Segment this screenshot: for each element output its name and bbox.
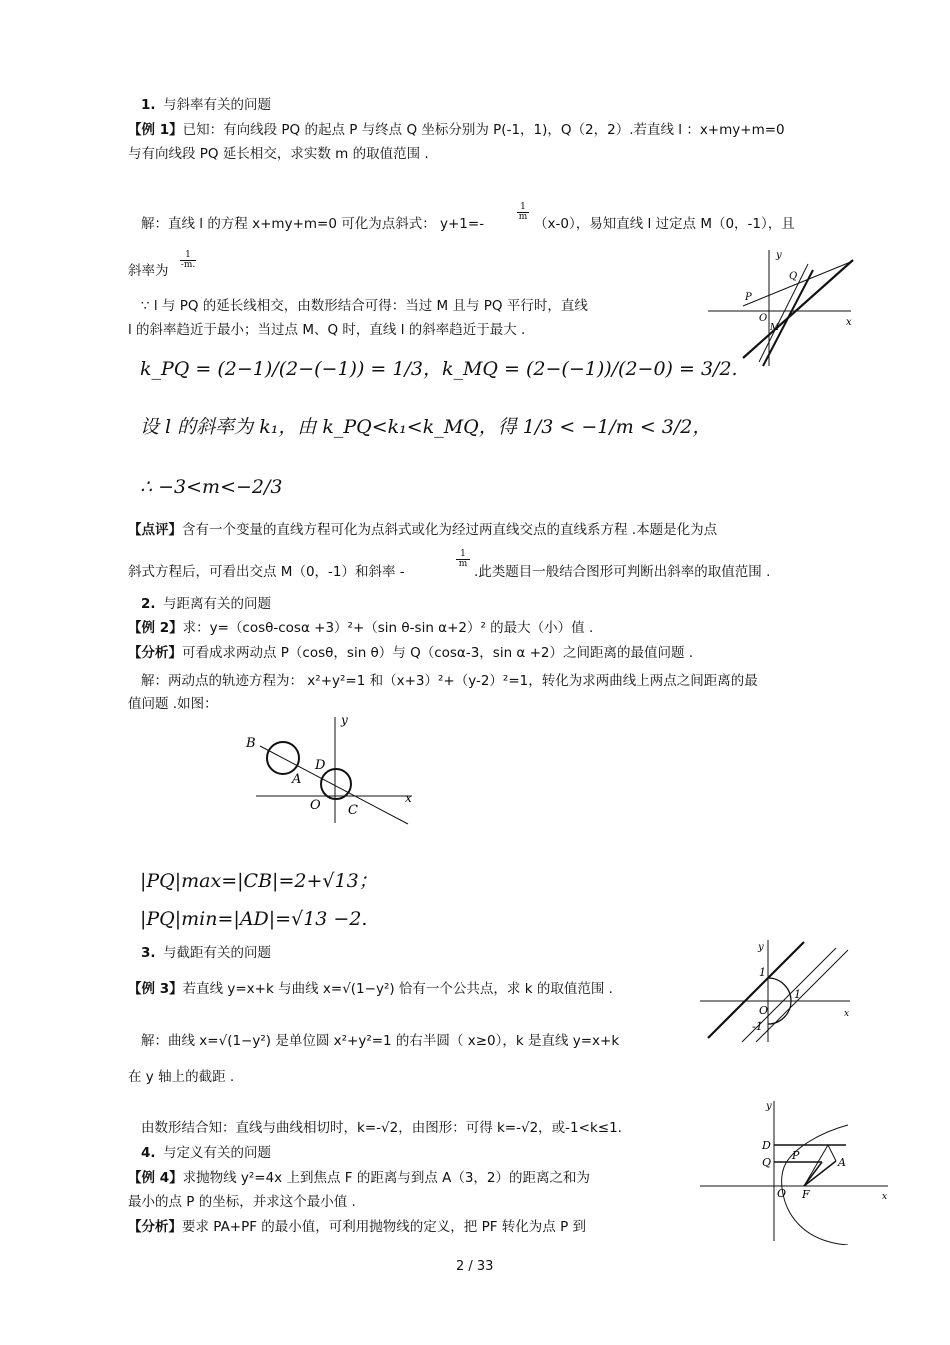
fig4-label-x: x — [882, 1192, 888, 1202]
fig1-label-p: P — [745, 292, 752, 303]
example-2-tag: 【例 2】 — [128, 620, 183, 636]
fig4-label-d: D — [762, 1139, 771, 1152]
pq-min: |PQ|min=|AD|=√13 −2. — [140, 908, 368, 930]
comment-tag: 【点评】 — [128, 522, 182, 538]
fig2-label-a: A — [292, 772, 302, 787]
section-1-number: 1. — [141, 97, 156, 113]
fig2-label-d: D — [315, 758, 326, 773]
solution-3-line-2: 在 y 轴上的截距 . — [128, 1069, 235, 1085]
reason-line-1: ∵ l 与 PQ 的延长线相交，由数形结合可得：当过 M 且与 PQ 平行时，直线 — [141, 298, 588, 314]
fig3-label-y: y — [758, 942, 764, 953]
fig2-label-y: y — [341, 713, 348, 727]
figure-4-parabola — [698, 1095, 893, 1245]
fig2-label-o: O — [310, 798, 321, 813]
fig4-label-y: y — [766, 1101, 772, 1112]
fig4-label-p: P — [792, 1149, 800, 1162]
analysis-2 — [128, 647, 693, 661]
section-1-heading: 与斜率有关的问题 — [163, 97, 271, 113]
example-3-tag: 【例 3】 — [128, 981, 183, 997]
analysis-4-tag: 【分析】 — [128, 1219, 182, 1235]
solution-2-line-1: 解：两动点的轨迹方程为： x²+y²=1 和（x+3）²+（y-2）²=1，转化为求两曲线上两点之间距离的最 — [141, 673, 758, 689]
fig3-label-x: x — [844, 1009, 850, 1019]
reason-line-2: l 的斜率趋近于最小；当过点 M、Q 时，直线 l 的斜率趋近于最大 . — [128, 322, 526, 338]
example-2 — [128, 622, 593, 636]
figure-1-slope-diagram — [703, 244, 865, 370]
example-1-line-1 — [128, 124, 785, 138]
slope-formula: k_PQ = (2−1)/(2−(−1)) = 1/3，k_MQ = (2−(−1))/(2−0) = 3/2. — [140, 358, 738, 380]
section-2-heading: 与距离有关的问题 — [163, 596, 271, 612]
page-number: 2 / 33 — [456, 1259, 494, 1274]
fraction-1-over-m: 1 m — [518, 202, 528, 222]
fig1-label-x: x — [846, 317, 852, 328]
fig2-label-b: B — [246, 736, 256, 751]
comment-line-1 — [128, 524, 717, 538]
example-3 — [128, 983, 613, 997]
example-4-line-2: 最小的点 P 的坐标，并求这个最小值 . — [128, 1194, 356, 1210]
section-3-heading: 与截距有关的问题 — [163, 945, 271, 961]
pq-max: |PQ|max=|CB|=2+√13； — [140, 870, 378, 892]
example-2-text: 求：y=（cosθ-cosα +3）²+（sin θ-sin α+2）² 的最大（小）值 . — [182, 620, 594, 636]
slope-set-line: 设 l 的斜率为 k₁，由 k_PQ<k₁<k_MQ，得 1/3 < −1/m < 3/2， — [140, 416, 712, 438]
example-3-text: 若直线 y=x+k 与曲线 x=√(1−y²) 恰有一个公共点，求 k 的取值范围 . — [182, 981, 613, 997]
fig3-label-neg1: -1 — [752, 1020, 763, 1033]
example-1-line-2: 与有向线段 PQ 延长相交，求实数 m 的取值范围 . — [128, 146, 429, 162]
fig4-label-o: O — [777, 1187, 787, 1200]
figure-3-half-circle — [698, 938, 858, 1044]
fig1-label-q: Q — [789, 271, 798, 282]
example-1-text: 已知：有向线段 PQ 的起点 P 与终点 Q 坐标分别为 P(-1，1)，Q（2，2）.若直线 l ：x+my+m=0 — [182, 122, 785, 138]
section-4-number: 4. — [141, 1145, 156, 1161]
solution-1-line-1a: 解：直线 l 的方程 x+my+m=0 可化为点斜式： y+1=- — [141, 216, 485, 232]
analysis-4 — [128, 1221, 586, 1235]
fig4-label-a: A — [838, 1156, 846, 1169]
fraction-comment: 1 m — [456, 550, 470, 569]
solution-1-line-1b: （x-0），易知直线 l 过定点 M（0，-1），且 — [534, 216, 795, 232]
solution-1-line-2: 斜率为 — [128, 263, 169, 279]
fig4-label-q: Q — [762, 1156, 772, 1169]
section-4-heading: 与定义有关的问题 — [163, 1145, 271, 1161]
result-m-range: ∴ −3<m<−2/3 — [140, 476, 283, 498]
fig1-label-y: y — [776, 250, 782, 261]
analysis-2-tag: 【分析】 — [128, 645, 182, 661]
fig3-label-1-right: 1 — [794, 988, 801, 1001]
analysis-2-text: 可看成求两动点 P（cosθ，sin θ）与 Q（cosα-3，sin α +2）之间距离的最值问题 . — [182, 645, 694, 661]
fig1-label-m: M — [770, 323, 780, 333]
figure-2-two-circles — [240, 712, 420, 827]
solution-3-conclusion: 由数形结合知：直线与曲线相切时，k=-√2，由图形：可得 k=-√2，或-1<k≤1. — [141, 1120, 622, 1136]
fraction-neg-1-over-m: 1 -m. — [180, 250, 196, 270]
fig2-label-x: x — [405, 791, 412, 805]
comment-line-2a: 斜式方程后，可看出交点 M（0，-1）和斜率 - — [128, 564, 405, 580]
comment-text: 含有一个变量的直线方程可化为点斜式或化为经过两直线交点的直线系方程 .本题是化为点 — [182, 522, 718, 538]
example-4-line-1 — [128, 1172, 590, 1186]
section-3-number: 3. — [141, 945, 156, 961]
fig2-label-c: C — [348, 803, 358, 818]
fig3-label-o: O — [759, 1004, 769, 1017]
solution-3-line-1: 解：曲线 x=√(1−y²) 是单位圆 x²+y²=1 的右半圆（ x≥0），k 是直线 y=x+k — [141, 1033, 620, 1049]
fig1-label-o: O — [759, 313, 768, 324]
example-4-tag: 【例 4】 — [128, 1170, 183, 1186]
comment-line-2b: .此类题目一般结合图形可判断出斜率的取值范围 . — [474, 564, 771, 580]
analysis-4-text: 要求 PA+PF 的最小值，可利用抛物线的定义，把 PF 转化为点 P 到 — [182, 1219, 587, 1235]
section-2-number: 2. — [141, 596, 156, 612]
fig3-label-1-top: 1 — [759, 966, 766, 979]
example-4-text: 求抛物线 y²=4x 上到焦点 F 的距离与到点 A（3，2）的距离之和为 — [182, 1170, 591, 1186]
example-1-tag: 【例 1】 — [128, 122, 183, 138]
solution-2-line-2: 值问题 .如图： — [128, 696, 218, 712]
fig4-label-f: F — [802, 1188, 810, 1201]
